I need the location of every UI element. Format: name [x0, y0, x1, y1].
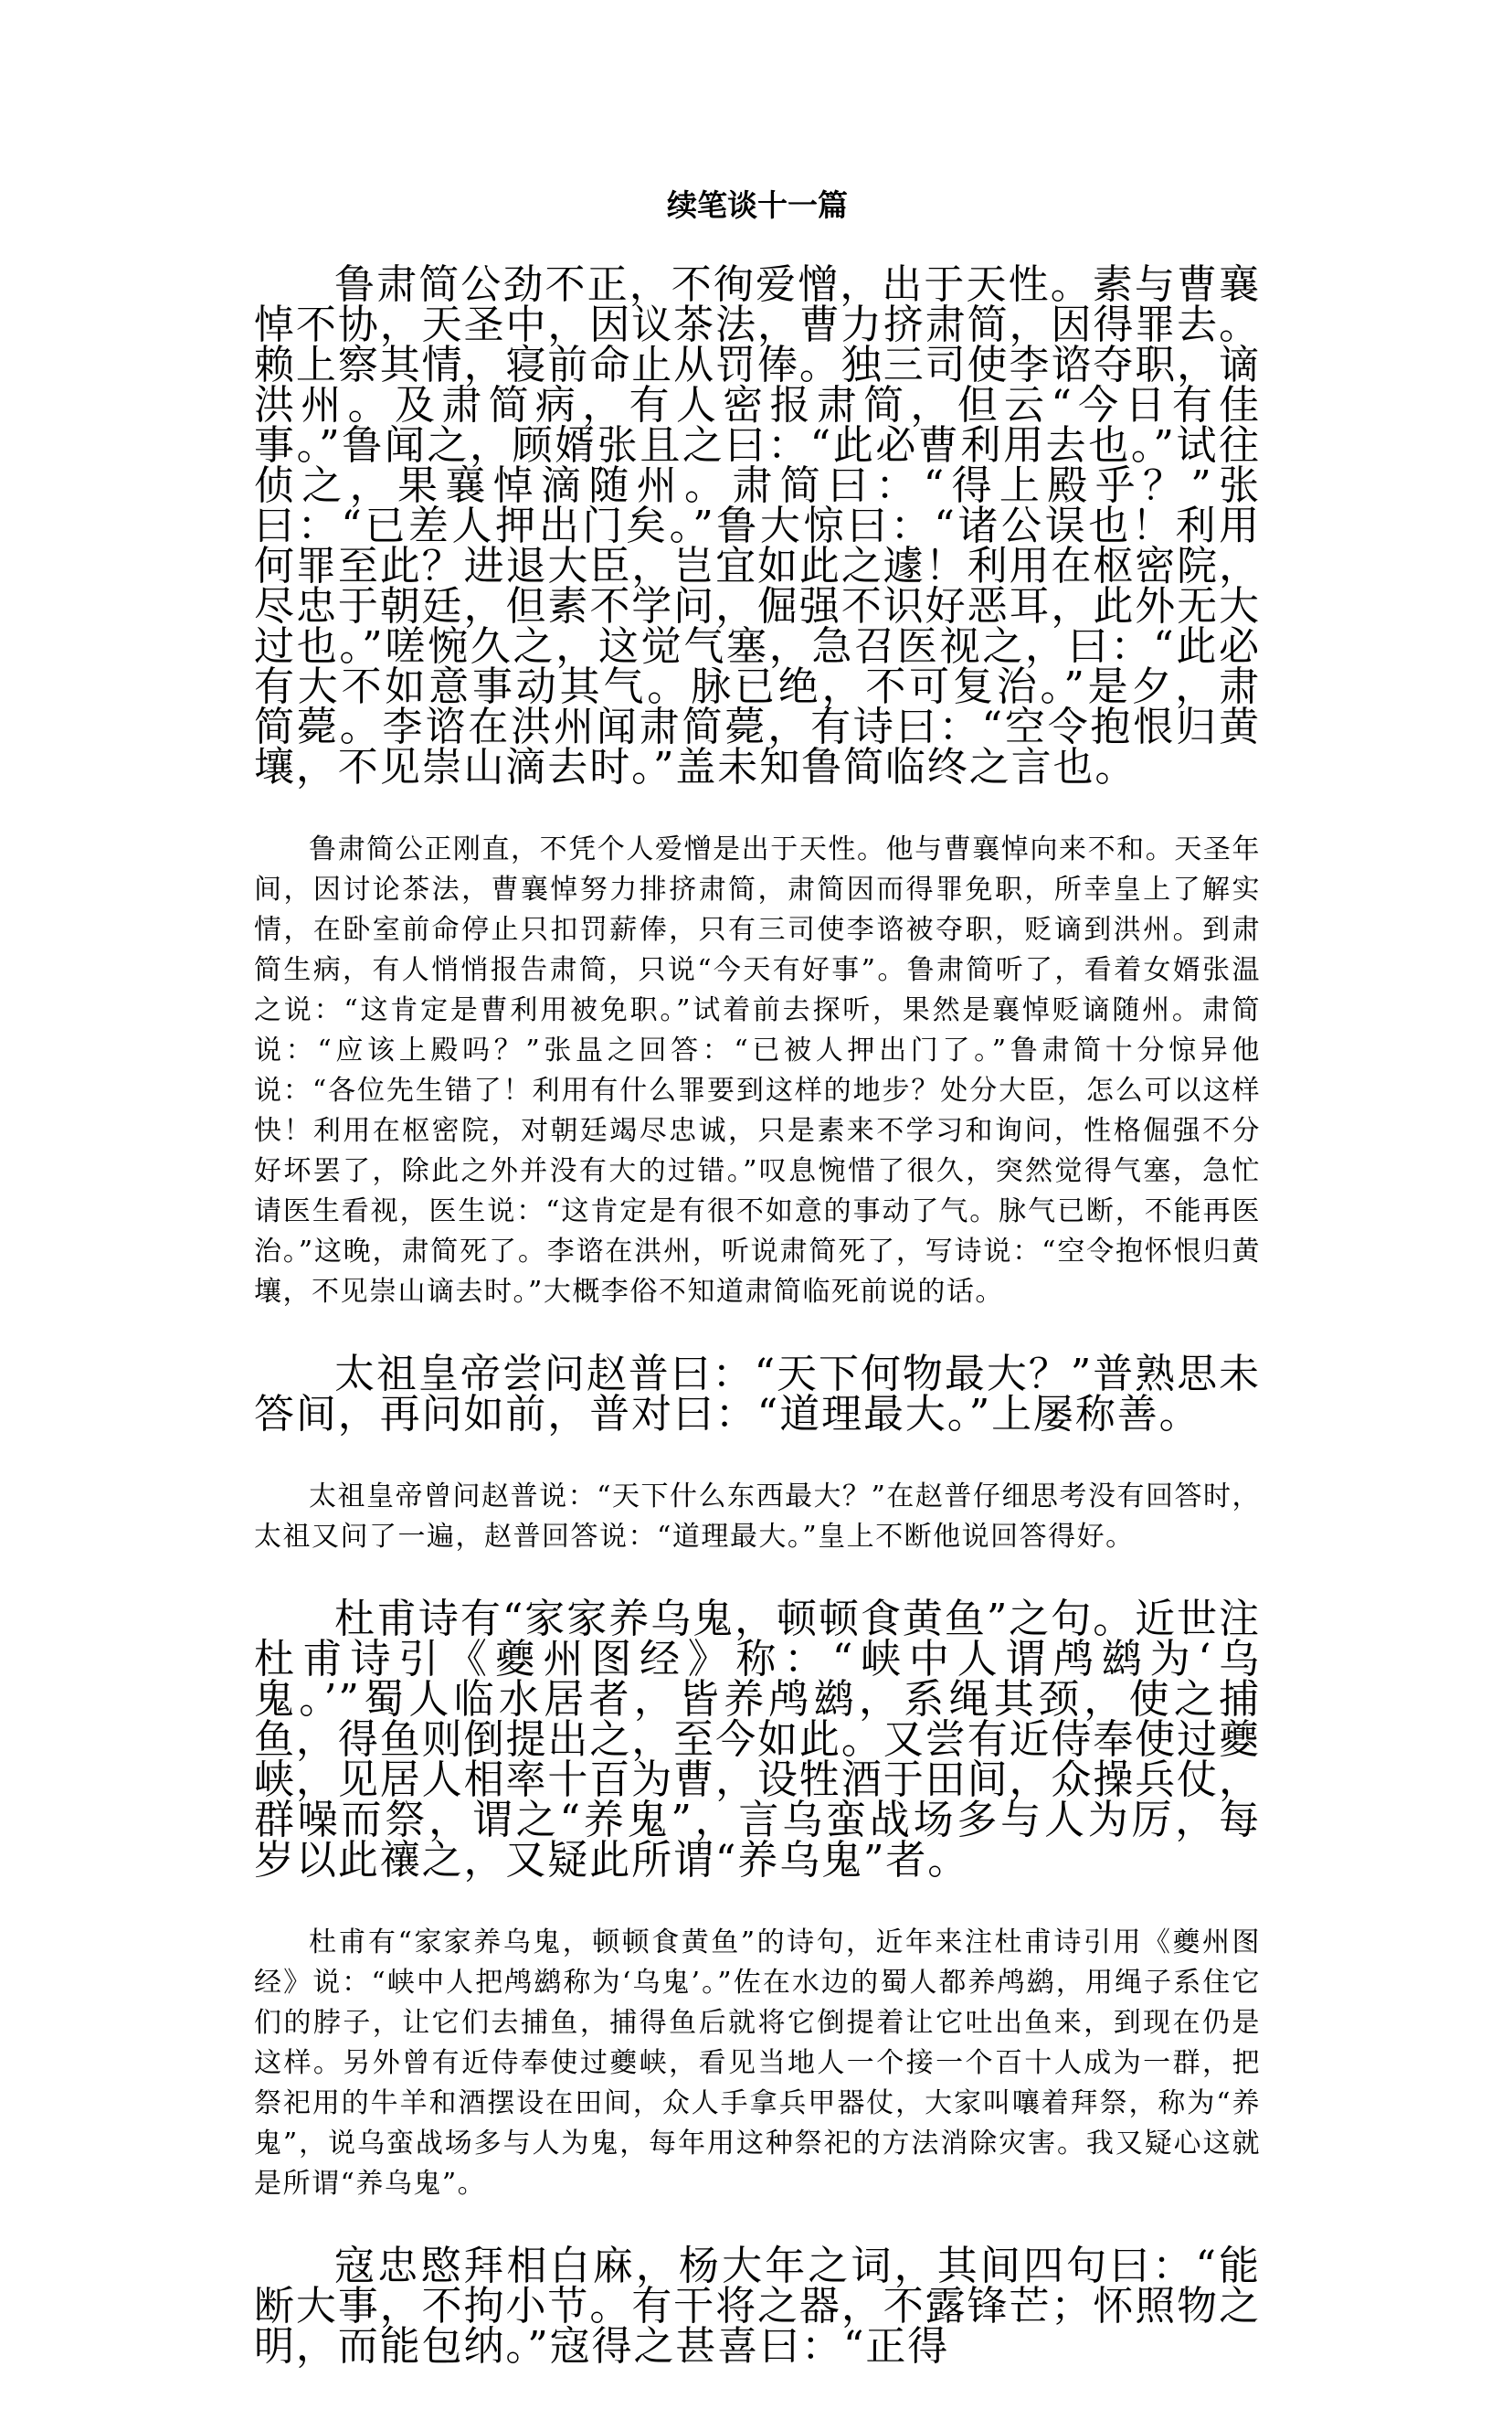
original-paragraph: 杜甫诗有“家家养乌鬼，顿顿食黄鱼”之句。近世注杜甫诗引《夔州图经》称：“峡中人谓鸬鹚为‘乌鬼。’”蜀人临水居者，皆养鸬鹚，系绳其颈，使之捕鱼，得鱼则倒提出之，至今如此。又尝有近侍奉使过夔峡，见居人相率十百为曹，设牲酒于田间，众操兵仗，群噪而祭，谓之“养鬼”，言乌蛮战场多与人为厉，每岁以此禳之，又疑此所谓“养乌鬼”者。	[254, 1596, 1261, 1884]
original-paragraph: 寇忠愍拜相白麻，杨大年之词，其间四句曰：“能断大事，不拘小节。有干将之器，不露锋芒；怀照物之明，而能包纳。”寇得之甚喜曰：“正得	[254, 2243, 1261, 2370]
original-paragraph: 太祖皇帝尝问赵普曰：“天下何物最大？”普熟思未答间，再问如前，普对曰：“道理最大。”上屡称善。	[254, 1351, 1261, 1438]
translation-paragraph: 鲁肃简公正刚直，不凭个人爱憎是出于天性。他与曹襄悼向来不和。天圣年间，因讨论茶法，曹襄悼努力排挤肃简，肃简因而得罪免职，所幸皇上了解实情，在卧室前命停止只扣罚薪俸，只有三司使李谘被夺职，贬谪到洪州。到肃简生病，有人悄悄报告肃简，只说“今天有好事”。鲁肃简听了，看着女婿张温之说：“这肯定是曹利用被免职。”试着前去探听，果然是襄悼贬谪随州。肃简说：“应该上殿吗？”张昷之回答：“已被人押出门了。”鲁肃简十分惊异他说：“各位先生错了！利用有什么罪要到这样的地步？处分大臣，怎么可以这样快！利用在枢密院，对朝廷竭尽忠诚，只是素来不学习和询问，性格倔强不分好坏罢了，除此之外并没有大的过错。”叹息惋惜了很久，突然觉得气塞，急忙请医生看视，医生说：“这肯定是有很不如意的事动了气。脉气已断，不能再医治。”这晚，肃简死了。李谘在洪州，听说肃简死了，写诗说：“空令抱怀恨归黄壤，不见崇山谪去时。”大概李俗不知道肃简临死前说的话。	[254, 833, 1261, 1308]
page-title: 续笔谈十一篇	[667, 187, 848, 223]
translation-paragraph: 太祖皇帝曾问赵普说：“天下什么东西最大？”在赵普仔细思考没有回答时，太祖又问了一遍，赵普回答说：“道理最大。”皇上不断他说回答得好。	[254, 1480, 1261, 1553]
document-body	[254, 261, 1261, 2409]
translation-paragraph: 杜甫有“家家养乌鬼，顿顿食黄鱼”的诗句，近年来注杜甫诗引用《夔州图经》说：“峡中人把鸬鹚称为‘乌鬼’。”佐在水边的蜀人都养鸬鹚，用绳子系住它们的脖子，让它们去捕鱼，捕得鱼后就将它倒提着让它吐出鱼来，到现在仍是这样。另外曾有近侍奉使过夔峡，看见当地人一个接一个百十人成为一群，把祭祀用的牛羊和酒摆设在田间，众人手拿兵甲器仗，大家叫嚷着拜祭，称为“养鬼”，说乌蛮战场多与人为鬼，每年用这种祭祀的方法消除灾害。我又疑心这就是所谓“养乌鬼”。	[254, 1926, 1261, 2200]
original-paragraph: 鲁肃简公劲不正，不徇爱憎，出于天性。素与曹襄悼不协，天圣中，因议茶法，曹力挤肃简，因得罪去。赖上察其情，寝前命止从罚俸。独三司使李谘夺职，谪洪州。及肃简病，有人密报肃简，但云“今日有佳事。”鲁闻之，顾婿张且之曰：“此必曹利用去也。”试往侦之，果襄悼滴随州。肃简曰：“得上殿乎？”张曰：“已差人押出门矣。”鲁大惊曰：“诸公误也！利用何罪至此？进退大臣，岂宜如此之遽！利用在枢密院，尽忠于朝廷，但素不学问，倔强不识好恶耳，此外无大过也。”嗟惋久之，这觉气塞，急召医视之，曰：“此必有大不如意事动其气。脉已绝，不可复治。”是夕，肃简薨。李谘在洪州闻肃简薨，有诗曰：“空令抱恨归黄壤，不见崇山滴去时。”盖未知鲁简临终之言也。	[254, 261, 1261, 791]
